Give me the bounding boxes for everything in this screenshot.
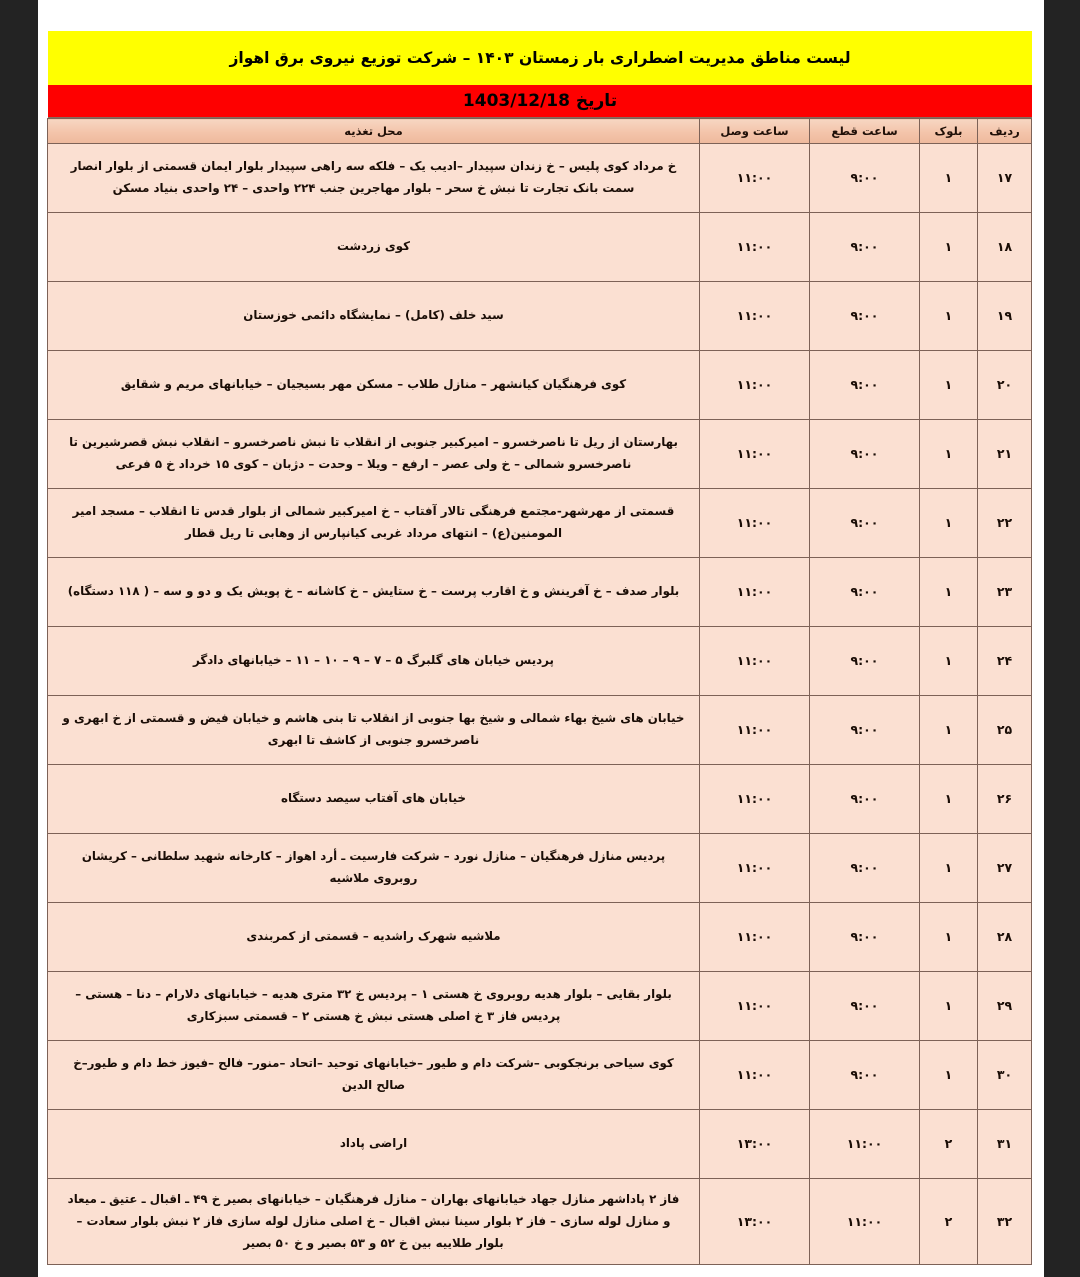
table-row xyxy=(48,420,1032,489)
cell-vasl: ۱۱:۰۰ xyxy=(700,420,810,489)
table-row xyxy=(48,972,1032,1041)
cell-blok: ۱ xyxy=(920,972,978,1041)
cell-radif: ۲۹ xyxy=(978,972,1032,1041)
table-body xyxy=(48,144,1032,1265)
cell-ghat: ۹:۰۰ xyxy=(810,627,920,696)
schedule-date-text: تاریخ 1403/12/18 xyxy=(462,91,618,111)
cell-blok: ۱ xyxy=(920,627,978,696)
cell-ghat: ۹:۰۰ xyxy=(810,558,920,627)
table-row xyxy=(48,489,1032,558)
cell-radif: ۲۸ xyxy=(978,903,1032,972)
cell-radif: ۳۱ xyxy=(978,1110,1032,1179)
cell-ghat: ۹:۰۰ xyxy=(810,213,920,282)
schedule-title-banner: لیست مناطق مدیریت اضطراری بار زمستان ۱۴۰۳ – شرکت توزیع نیروی برق اهواز xyxy=(48,31,1032,85)
cell-blok: ۱ xyxy=(920,489,978,558)
cell-ghat: ۹:۰۰ xyxy=(810,282,920,351)
cell-mahal: فاز ۲ پاداشهر منازل جهاد خیابانهای بهاران – منازل فرهنگیان – خیابانهای بصیر خ ۴۹ ـ اقبال ـ عتیق ـ میعاد و منازل لوله سازی – فاز ۲ بلوار سینا نبش اقبال – خ اصلی منازل لوله سازی فاز ۲ نبش بلوار سعادت – بلوار طلاییه بین خ ۵۲ و ۵۳ بصیر و خ ۵۰ بصیر xyxy=(48,1179,700,1265)
cell-radif: ۲۷ xyxy=(978,834,1032,903)
cell-radif: ۳۰ xyxy=(978,1041,1032,1110)
cell-blok: ۲ xyxy=(920,1179,978,1265)
cell-ghat: ۹:۰۰ xyxy=(810,972,920,1041)
table-row xyxy=(48,1179,1032,1265)
cell-radif: ۲۶ xyxy=(978,765,1032,834)
cell-blok: ۱ xyxy=(920,213,978,282)
cell-radif: ۲۲ xyxy=(978,489,1032,558)
cell-blok: ۱ xyxy=(920,1041,978,1110)
cell-blok: ۱ xyxy=(920,765,978,834)
cell-blok: ۱ xyxy=(920,282,978,351)
cell-vasl: ۱۱:۰۰ xyxy=(700,144,810,213)
cell-mahal: سید خلف (کامل) – نمایشگاه دائمی خوزستان xyxy=(48,282,700,351)
cell-vasl: ۱۱:۰۰ xyxy=(700,489,810,558)
cell-mahal: ملاشیه شهرک راشدیه – قسمتی از کمربندی xyxy=(48,903,700,972)
cell-mahal: پردیس خیابان های گلبرگ ۵ – ۷ – ۹ – ۱۰ – ۱۱ – خیابانهای دادگر xyxy=(48,627,700,696)
column-header-blok: بلوک xyxy=(920,119,978,144)
cell-radif: ۲۴ xyxy=(978,627,1032,696)
cell-vasl: ۱۱:۰۰ xyxy=(700,1041,810,1110)
cell-vasl: ۱۱:۰۰ xyxy=(700,903,810,972)
cell-mahal: قسمتی از مهرشهر-مجتمع فرهنگی تالار آفتاب – خ امیرکبیر شمالی از بلوار قدس تا انقلاب – مسجد امیر المومنین(ع) – انتهای مرداد غربی کیانپارس از وهابی تا ریل قطار xyxy=(48,489,700,558)
cell-vasl: ۱۳:۰۰ xyxy=(700,1179,810,1265)
cell-mahal: اراضی پاداد xyxy=(48,1110,700,1179)
cell-ghat: ۹:۰۰ xyxy=(810,144,920,213)
cell-ghat: ۹:۰۰ xyxy=(810,834,920,903)
cell-ghat: ۹:۰۰ xyxy=(810,1041,920,1110)
cell-mahal: خیابان های آفتاب سیصد دستگاه xyxy=(48,765,700,834)
cell-mahal: بلوار صدف – خ آفرینش و خ اقارب پرست – خ ستایش – خ کاشانه – خ پویش یک و دو و سه – ( ۱۱۸ دستگاه) xyxy=(48,558,700,627)
cell-ghat: ۹:۰۰ xyxy=(810,489,920,558)
cell-radif: ۳۲ xyxy=(978,1179,1032,1265)
cell-vasl: ۱۱:۰۰ xyxy=(700,627,810,696)
cell-radif: ۲۵ xyxy=(978,696,1032,765)
cell-blok: ۱ xyxy=(920,144,978,213)
cell-vasl: ۱۱:۰۰ xyxy=(700,972,810,1041)
cell-blok: ۱ xyxy=(920,834,978,903)
cell-radif: ۱۹ xyxy=(978,282,1032,351)
cell-vasl: ۱۱:۰۰ xyxy=(700,351,810,420)
cell-radif: ۱۸ xyxy=(978,213,1032,282)
page-sheet xyxy=(38,0,1044,1277)
table-header-row xyxy=(48,119,1032,144)
schedule-date-banner xyxy=(48,85,1032,118)
cell-mahal: کوی زردشت xyxy=(48,213,700,282)
cell-blok: ۱ xyxy=(920,420,978,489)
cell-vasl: ۱۱:۰۰ xyxy=(700,213,810,282)
cell-vasl: ۱۳:۰۰ xyxy=(700,1110,810,1179)
table-row xyxy=(48,144,1032,213)
cell-mahal: خ مرداد کوی پلیس – خ زندان سپیدار –ادیب یک – فلکه سه راهی سپیدار بلوار ایمان قسمتی از بلوار انصار سمت بانک تجارت تا نبش خ سحر – بلوار مهاجرین جنب ۲۲۴ واحدی – ۲۴ واحدی بنیاد مسکن xyxy=(48,144,700,213)
cell-ghat: ۱۱:۰۰ xyxy=(810,1179,920,1265)
table-row xyxy=(48,282,1032,351)
cell-mahal: کوی فرهنگیان کیانشهر – منازل طلاب – مسکن مهر بسیجیان – خیابانهای مریم و شقایق xyxy=(48,351,700,420)
cell-ghat: ۹:۰۰ xyxy=(810,903,920,972)
cell-vasl: ۱۱:۰۰ xyxy=(700,282,810,351)
cell-radif: ۲۰ xyxy=(978,351,1032,420)
column-header-ghat: ساعت قطع xyxy=(810,119,920,144)
table-row xyxy=(48,834,1032,903)
table-row xyxy=(48,1110,1032,1179)
table-row xyxy=(48,351,1032,420)
cell-vasl: ۱۱:۰۰ xyxy=(700,765,810,834)
column-header-mahal: محل تغذیه xyxy=(48,119,700,144)
table-row xyxy=(48,765,1032,834)
cell-blok: ۱ xyxy=(920,351,978,420)
cell-vasl: ۱۱:۰۰ xyxy=(700,696,810,765)
table-header xyxy=(48,119,1032,144)
cell-ghat: ۱۱:۰۰ xyxy=(810,1110,920,1179)
cell-ghat: ۹:۰۰ xyxy=(810,420,920,489)
table-row xyxy=(48,213,1032,282)
cell-ghat: ۹:۰۰ xyxy=(810,765,920,834)
table-row xyxy=(48,903,1032,972)
cell-mahal: خیابان های شیخ بهاء شمالی و شیخ بها جنوبی از انقلاب تا بنی هاشم و خیابان فیض و قسمتی از خ ابهری و ناصرخسرو جنوبی از کاشف تا ابهری xyxy=(48,696,700,765)
cell-vasl: ۱۱:۰۰ xyxy=(700,834,810,903)
cell-mahal: پردیس منازل فرهنگیان – منازل نورد – شرکت فارسیت ـ أرد اهواز – کارخانه شهید سلطانی – کریشان روبروی ملاشیه xyxy=(48,834,700,903)
cell-radif: ۲۳ xyxy=(978,558,1032,627)
cell-mahal: بهارستان از ریل تا ناصرخسرو – امیرکبیر جنوبی از انقلاب تا نبش ناصرخسرو – انقلاب نبش قصرشیرین تا ناصرخسرو شمالی – خ ولی عصر – ارفع – ویلا – وحدت – دژبان – کوی ۱۵ خرداد خ ۵ فرعی xyxy=(48,420,700,489)
cell-mahal: بلوار بقایی – بلوار هدیه روبروی خ هستی ۱ – پردیس خ ۳۲ متری هدیه – خیابانهای دلارام – دنا – هستی – پردیس فاز ۳ خ اصلی هستی نبش خ هستی ۲ – قسمتی سبزکاری xyxy=(48,972,700,1041)
table-row xyxy=(48,696,1032,765)
table-row xyxy=(48,627,1032,696)
table-row xyxy=(48,558,1032,627)
cell-blok: ۱ xyxy=(920,696,978,765)
cell-ghat: ۹:۰۰ xyxy=(810,696,920,765)
cell-radif: ۲۱ xyxy=(978,420,1032,489)
outage-table xyxy=(47,118,1032,1265)
cell-radif: ۱۷ xyxy=(978,144,1032,213)
cell-ghat: ۹:۰۰ xyxy=(810,351,920,420)
cell-blok: ۱ xyxy=(920,558,978,627)
cell-mahal: کوی سیاحی برنجکوبی –شرکت دام و طیور –خیابانهای توحید –اتحاد –منور– فالح –فیوز خط دام و طیور–خ صالح الدین xyxy=(48,1041,700,1110)
table-row xyxy=(48,1041,1032,1110)
cell-blok: ۱ xyxy=(920,903,978,972)
cell-blok: ۲ xyxy=(920,1110,978,1179)
cell-vasl: ۱۱:۰۰ xyxy=(700,558,810,627)
column-header-vasl: ساعت وصل xyxy=(700,119,810,144)
column-header-radif: ردیف xyxy=(978,119,1032,144)
outage-schedule-sheet xyxy=(48,31,1032,1265)
